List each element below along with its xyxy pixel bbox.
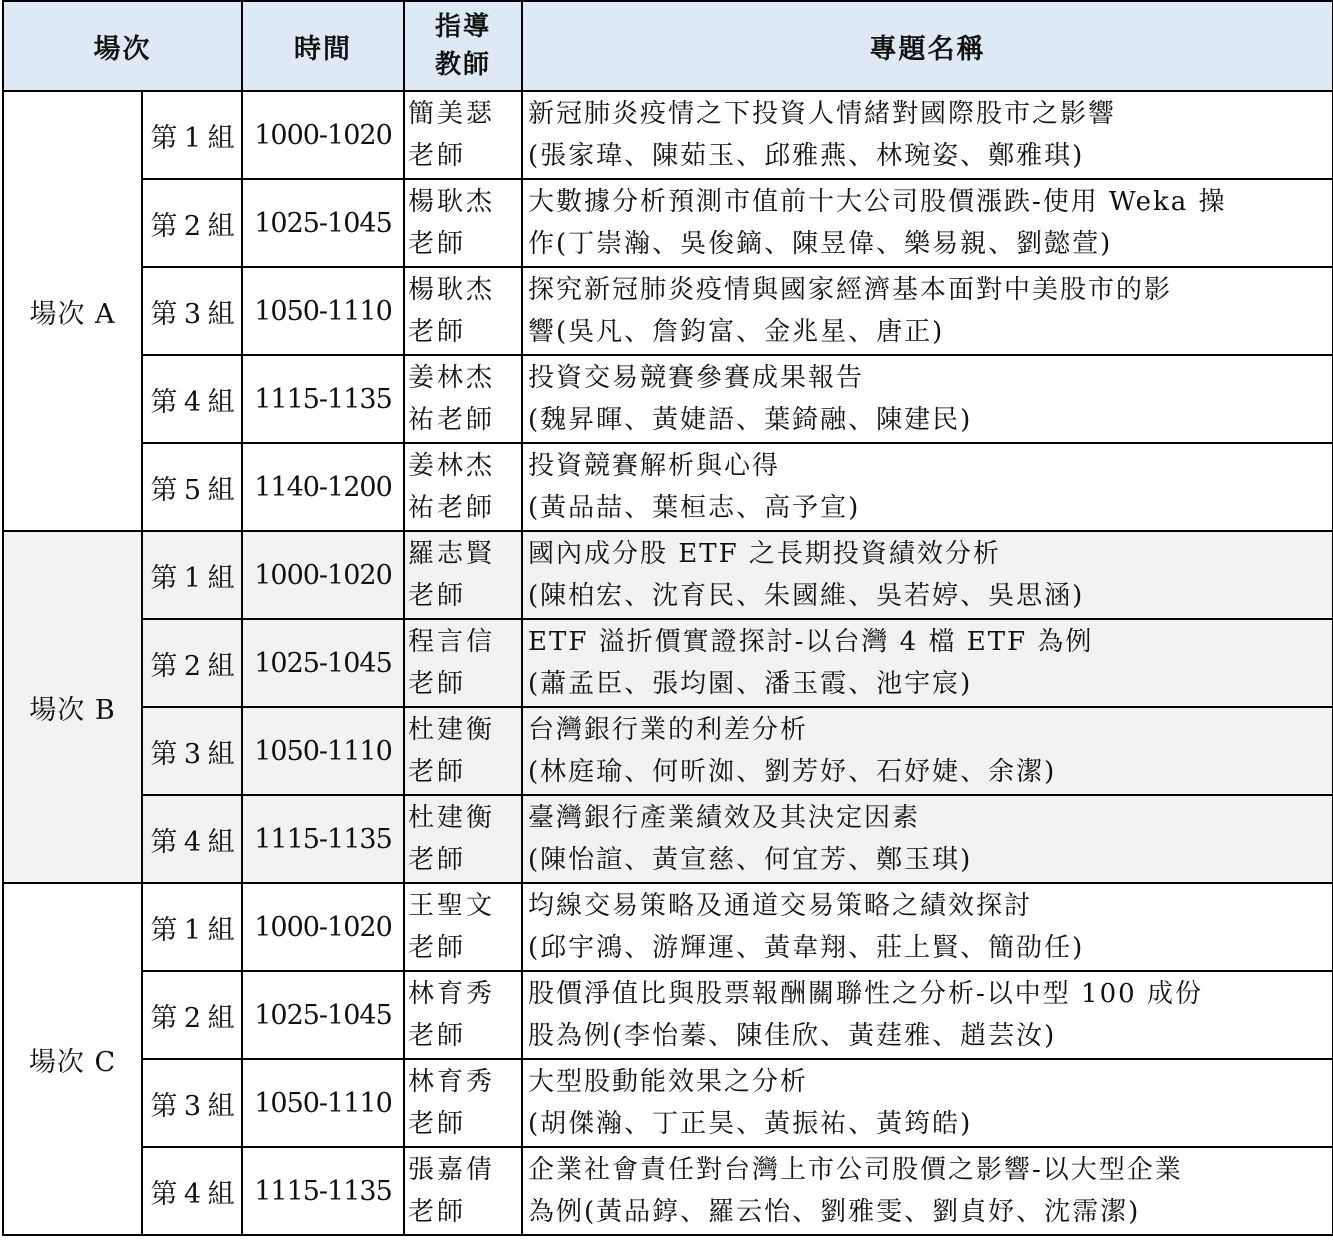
advisor-teacher-line: 簡美瑟 <box>408 99 496 129</box>
advisor-teacher-line: 老師 <box>408 757 467 787</box>
session-name: 場次 A <box>3 91 142 531</box>
time-slot: 1115-1135 <box>242 795 404 883</box>
project-title-line: ETF 溢折價實證探討-以台灣 4 檔 ETF 為例 <box>528 627 1094 657</box>
group-number: 第 3 組 <box>142 267 242 355</box>
project-topic <box>522 883 1333 971</box>
advisor-teacher-line: 羅志賢 <box>408 539 496 569</box>
time-slot: 1000-1020 <box>242 883 404 971</box>
header-topic: 專題名稱 <box>522 1 1333 91</box>
group-number: 第 1 組 <box>142 531 242 619</box>
project-title-line: 投資競賽解析與心得 <box>528 451 781 481</box>
advisor-teacher <box>404 971 522 1059</box>
advisor-teacher-line: 姜林杰 <box>408 363 496 393</box>
advisor-teacher-line: 老師 <box>408 669 467 699</box>
project-topic <box>522 91 1333 179</box>
time-slot: 1025-1045 <box>242 179 404 267</box>
group-number: 第 2 組 <box>142 619 242 707</box>
presentation-schedule-table <box>2 0 1333 1236</box>
advisor-teacher-line: 楊耿杰 <box>408 275 496 305</box>
time-slot: 1115-1135 <box>242 355 404 443</box>
advisor-teacher-line: 老師 <box>408 581 467 611</box>
project-topic <box>522 179 1333 267</box>
group-number: 第 4 組 <box>142 355 242 443</box>
project-title-line: 國內成分股 ETF 之長期投資績效分析 <box>528 539 1001 569</box>
table-row <box>3 1059 1333 1147</box>
group-number: 第 4 組 <box>142 1147 242 1235</box>
table-row <box>3 355 1333 443</box>
project-title-line: 新冠肺炎疫情之下投資人情緒對國際股市之影響 <box>528 99 1117 129</box>
advisor-teacher <box>404 179 522 267</box>
project-topic <box>522 707 1333 795</box>
project-topic <box>522 267 1333 355</box>
project-title-line: 企業社會責任對台灣上市公司股價之影響-以大型企業 <box>528 1155 1183 1185</box>
advisor-teacher-line: 老師 <box>408 845 467 875</box>
project-title-line: 大型股動能效果之分析 <box>528 1067 809 1097</box>
time-slot: 1050-1110 <box>242 267 404 355</box>
project-title-line: 均線交易策略及通道交易策略之績效探討 <box>528 891 1033 921</box>
session-name: 場次 B <box>3 531 142 883</box>
group-number: 第 3 組 <box>142 1059 242 1147</box>
advisor-teacher <box>404 531 522 619</box>
table-row <box>3 1147 1333 1235</box>
project-topic <box>522 795 1333 883</box>
project-topic <box>522 531 1333 619</box>
project-members-line: (魏昇暉、黃婕語、葉錡融、陳建民) <box>528 405 973 435</box>
project-members-line: 股為例(李怡蓁、陳佳欣、黃莛雅、趙芸汝) <box>528 1021 1057 1051</box>
time-slot: 1140-1200 <box>242 443 404 531</box>
header-session: 場次 <box>3 1 242 91</box>
project-members-line: (胡傑瀚、丁正昊、黃振祐、黃筠皓) <box>528 1109 973 1139</box>
advisor-teacher-line: 老師 <box>408 1021 467 1051</box>
group-number: 第 2 組 <box>142 179 242 267</box>
advisor-teacher-line: 楊耿杰 <box>408 187 496 217</box>
header-teacher-line2: 教師 <box>434 50 491 80</box>
project-topic <box>522 1147 1333 1235</box>
table-row <box>3 179 1333 267</box>
project-title-line: 大數據分析預測市值前十大公司股價漲跌-使用 Weka 操 <box>528 187 1227 217</box>
header-teacher-line1: 指導 <box>434 12 491 42</box>
project-members-line: 響(吳凡、詹鈞富、金兆星、唐正) <box>528 317 945 347</box>
project-members-line: (陳怡諠、黃宣慈、何宜芳、鄭玉琪) <box>528 845 973 875</box>
project-title-line: 臺灣銀行產業績效及其決定因素 <box>528 803 921 833</box>
advisor-teacher-line: 老師 <box>408 317 467 347</box>
time-slot: 1050-1110 <box>242 1059 404 1147</box>
advisor-teacher-line: 林育秀 <box>408 1067 496 1097</box>
table-row <box>3 531 1333 619</box>
project-members-line: (張家瑋、陳茹玉、邱雅燕、林琬姿、鄭雅琪) <box>528 141 1085 171</box>
table-row <box>3 267 1333 355</box>
advisor-teacher-line: 老師 <box>408 933 467 963</box>
advisor-teacher <box>404 1147 522 1235</box>
group-number: 第 3 組 <box>142 707 242 795</box>
time-slot: 1025-1045 <box>242 619 404 707</box>
table-row <box>3 443 1333 531</box>
table-header-row <box>3 1 1333 91</box>
advisor-teacher <box>404 795 522 883</box>
group-number: 第 1 組 <box>142 883 242 971</box>
advisor-teacher <box>404 355 522 443</box>
advisor-teacher <box>404 707 522 795</box>
advisor-teacher <box>404 883 522 971</box>
group-number: 第 4 組 <box>142 795 242 883</box>
project-members-line: (邱宇鴻、游輝運、黃韋翔、莊上賢、簡劭任) <box>528 933 1085 963</box>
table-row <box>3 619 1333 707</box>
advisor-teacher-line: 杜建衡 <box>408 715 496 745</box>
table-row <box>3 707 1333 795</box>
project-topic <box>522 355 1333 443</box>
time-slot: 1050-1110 <box>242 707 404 795</box>
group-number: 第 2 組 <box>142 971 242 1059</box>
time-slot: 1000-1020 <box>242 531 404 619</box>
project-topic <box>522 619 1333 707</box>
project-members-line: (林庭瑜、何昕洳、劉芳妤、石妤婕、余潔) <box>528 757 1057 787</box>
header-teacher <box>404 1 522 91</box>
advisor-teacher <box>404 91 522 179</box>
advisor-teacher-line: 王聖文 <box>408 891 496 921</box>
project-title-line: 探究新冠肺炎疫情與國家經濟基本面對中美股市的影 <box>528 275 1173 305</box>
advisor-teacher <box>404 1059 522 1147</box>
schedule-body <box>3 91 1333 1235</box>
time-slot: 1025-1045 <box>242 971 404 1059</box>
table-row <box>3 795 1333 883</box>
project-topic <box>522 971 1333 1059</box>
advisor-teacher-line: 杜建衡 <box>408 803 496 833</box>
advisor-teacher <box>404 443 522 531</box>
group-number: 第 5 組 <box>142 443 242 531</box>
advisor-teacher-line: 祐老師 <box>408 493 496 523</box>
table-row <box>3 971 1333 1059</box>
project-members-line: (蕭孟臣、張均園、潘玉霞、池宇宸) <box>528 669 973 699</box>
session-name: 場次 C <box>3 883 142 1235</box>
advisor-teacher-line: 程言信 <box>408 627 496 657</box>
table-row <box>3 91 1333 179</box>
advisor-teacher-line: 老師 <box>408 229 467 259</box>
project-topic <box>522 1059 1333 1147</box>
project-title-line: 台灣銀行業的利差分析 <box>528 715 809 745</box>
advisor-teacher-line: 老師 <box>408 141 467 171</box>
project-title-line: 投資交易競賽參賽成果報告 <box>528 363 865 393</box>
advisor-teacher <box>404 619 522 707</box>
time-slot: 1000-1020 <box>242 91 404 179</box>
project-members-line: (陳柏宏、沈育民、朱國維、吳若婷、吳思涵) <box>528 581 1085 611</box>
advisor-teacher <box>404 267 522 355</box>
header-time: 時間 <box>242 1 404 91</box>
table-row <box>3 883 1333 971</box>
advisor-teacher-line: 林育秀 <box>408 979 496 1009</box>
project-topic <box>522 443 1333 531</box>
advisor-teacher-line: 姜林杰 <box>408 451 496 481</box>
project-members-line: 為例(黃品錞、羅云怡、劉雅雯、劉貞妤、沈霈潔) <box>528 1197 1141 1227</box>
advisor-teacher-line: 老師 <box>408 1197 467 1227</box>
time-slot: 1115-1135 <box>242 1147 404 1235</box>
group-number: 第 1 組 <box>142 91 242 179</box>
advisor-teacher-line: 張嘉倩 <box>408 1155 496 1185</box>
project-members-line: 作(丁崇瀚、吳俊鏑、陳昱偉、樂易親、劉懿萱) <box>528 229 1113 259</box>
advisor-teacher-line: 老師 <box>408 1109 467 1139</box>
project-members-line: (黃品喆、葉桓志、高予宣) <box>528 493 861 523</box>
project-title-line: 股價淨值比與股票報酬關聯性之分析-以中型 100 成份 <box>528 979 1203 1009</box>
advisor-teacher-line: 祐老師 <box>408 405 496 435</box>
